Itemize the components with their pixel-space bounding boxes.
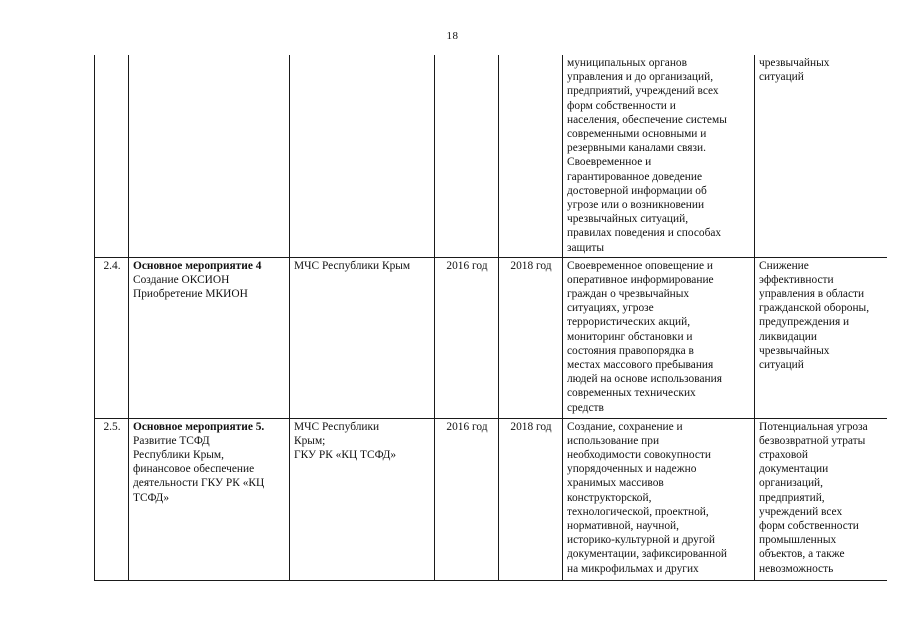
consequence-cell <box>755 257 887 418</box>
consequence-line: страховой <box>759 448 808 461</box>
row-number: 2.4. <box>95 257 129 418</box>
consequence-line: чрезвычайных <box>759 344 830 357</box>
executor-cell <box>290 418 435 580</box>
consequence-line: организаций, <box>759 477 823 490</box>
start-year: 2016 год <box>435 418 499 580</box>
result-line: оперативное информирование <box>567 273 714 286</box>
consequence-line: гражданской обороны, <box>759 302 870 315</box>
result-line: средств <box>567 401 604 414</box>
result-line: состояния правопорядка в <box>567 344 694 357</box>
result-line: резервными каналами связи. <box>567 142 706 155</box>
measure-cell <box>129 257 290 418</box>
result-line: муниципальных органов <box>567 57 687 69</box>
expected-result-cell <box>563 418 755 580</box>
result-line: населения, обеспечение системы <box>567 113 727 126</box>
result-line: историко-культурной и другой <box>567 534 716 547</box>
consequence-line: форм собственности <box>759 519 859 532</box>
start-year: 2016 год <box>435 257 499 418</box>
measure-line: ТСФД» <box>133 491 170 504</box>
consequence-cell <box>755 55 887 257</box>
measure-line: Развитие ТСФД <box>133 434 210 447</box>
result-line: предприятий, учреждений всех <box>567 85 719 98</box>
expected-result-cell <box>563 257 755 418</box>
measure-line: Республики Крым, <box>133 448 224 461</box>
consequence-line: ликвидации <box>759 330 817 343</box>
result-line: Создание, сохранение и <box>567 420 683 433</box>
consequence-line: предупреждения и <box>759 316 850 329</box>
end-year: 2018 год <box>499 418 563 580</box>
result-line: достоверной информации об <box>567 184 707 197</box>
table-row <box>95 418 887 580</box>
start-year <box>435 55 499 257</box>
executor-line: МЧС Республики Крым <box>294 259 411 272</box>
executor-cell <box>290 55 435 257</box>
result-line: управления и до организаций, <box>567 71 714 84</box>
result-line: граждан о чрезвычайных <box>567 287 690 300</box>
executor-line: МЧС Республики <box>294 420 380 433</box>
consequence-line: документации <box>759 463 829 476</box>
result-line: местах массового пребывания <box>567 358 714 371</box>
measure-line: Создание ОКСИОН <box>133 273 230 286</box>
consequence-line: ситуаций <box>759 71 804 84</box>
consequence-line: управления в области <box>759 287 865 300</box>
consequence-line: ситуаций <box>759 358 804 371</box>
result-line: чрезвычайных ситуаций, <box>567 213 689 226</box>
result-line: Своевременное и <box>567 156 652 169</box>
consequence-line: промышленных <box>759 534 837 547</box>
result-line: гарантированное доведение <box>567 170 703 183</box>
result-line: на микрофильмах и других <box>567 562 699 575</box>
result-line: упорядоченных и надежно <box>567 463 697 476</box>
result-line: террористических акций, <box>567 316 691 329</box>
result-line: хранимых массивов <box>567 477 664 490</box>
executor-line: ГКУ РК «КЦ ТСФД» <box>294 448 397 461</box>
result-line: Своевременное оповещение и <box>567 259 713 272</box>
result-line: современными основными и <box>567 128 707 141</box>
page-number: 18 <box>446 30 459 42</box>
measure-cell <box>129 55 290 257</box>
result-line: документации, зафиксированной <box>567 548 728 561</box>
result-line: правилах поведения и способах <box>567 227 722 240</box>
consequence-line: эффективности <box>759 273 834 286</box>
consequence-line: учреждений всех <box>759 505 843 518</box>
result-line: ситуациях, угрозе <box>567 302 654 315</box>
result-line: современных технических <box>567 387 696 400</box>
measure-cell <box>129 418 290 580</box>
result-line: конструкторской, <box>567 491 652 504</box>
consequence-line: предприятий, <box>759 491 825 504</box>
table-row <box>95 257 887 418</box>
consequence-line: безвозвратной утраты <box>759 434 866 447</box>
result-line: нормативной, научной, <box>567 519 679 532</box>
consequence-line: чрезвычайных <box>759 57 830 69</box>
result-line: технологической, проектной, <box>567 505 709 518</box>
executor-line: Крым; <box>294 434 326 447</box>
consequence-cell <box>755 418 887 580</box>
result-line: людей на основе использования <box>567 373 722 386</box>
measure-line: финансовое обеспечение <box>133 463 255 476</box>
row-number <box>95 55 129 257</box>
measure-line: деятельности ГКУ РК «КЦ <box>133 477 265 490</box>
result-line: угрозе или о возникновении <box>567 199 705 212</box>
end-year: 2018 год <box>499 257 563 418</box>
measure-title: Основное мероприятие 5. <box>133 420 265 433</box>
result-line: необходимости совокупности <box>567 448 712 461</box>
result-line: форм собственности и <box>567 99 676 112</box>
result-line: мониторинг обстановки и <box>567 330 693 343</box>
program-measures-table <box>94 55 887 581</box>
table-row <box>95 55 887 257</box>
row-number: 2.5. <box>95 418 129 580</box>
consequence-line: Потенциальная угроза <box>759 420 868 433</box>
expected-result-cell <box>563 55 755 257</box>
result-line: защиты <box>567 241 605 254</box>
measure-line: Приобретение МКИОН <box>133 287 248 300</box>
consequence-line: объектов, а также <box>759 548 845 561</box>
result-line: использование при <box>567 434 660 447</box>
consequence-line: невозможность <box>759 562 834 575</box>
executor-cell <box>290 257 435 418</box>
end-year <box>499 55 563 257</box>
measure-title: Основное мероприятие 4 <box>133 259 262 272</box>
consequence-line: Снижение <box>759 259 809 272</box>
